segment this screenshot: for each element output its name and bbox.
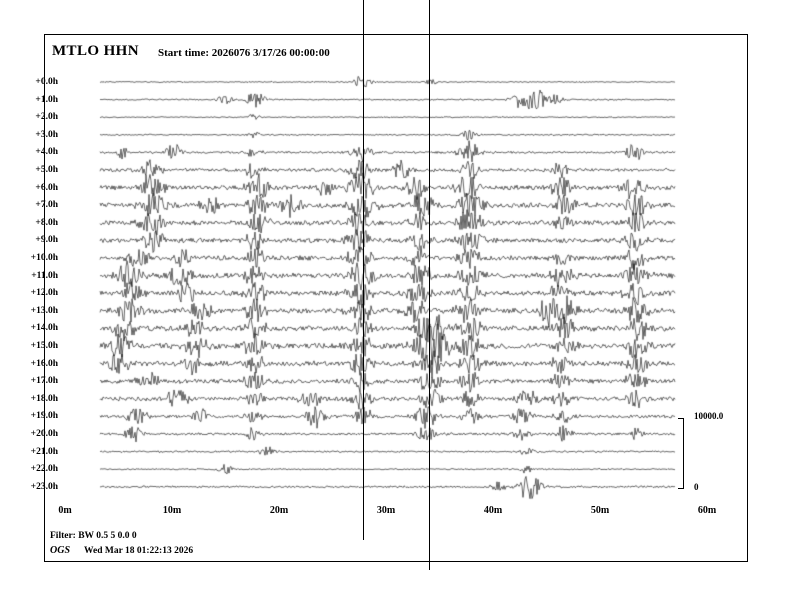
hour-tick-label: +12.0h: [30, 288, 58, 299]
filter-info: Filter: BW 0.5 5 0.0 0: [50, 531, 137, 541]
hour-tick-label: +6.0h: [35, 182, 58, 193]
hour-tick-label: +9.0h: [35, 235, 58, 246]
hour-tick-label: +8.0h: [35, 217, 58, 228]
hour-tick-label: +3.0h: [35, 129, 58, 140]
hour-tick-label: +22.0h: [30, 464, 58, 475]
hour-tick-label: +10.0h: [30, 253, 58, 263]
start-time-value: 2026076 3/17/26 00:00:00: [211, 47, 330, 59]
hour-tick-label: +18.0h: [30, 393, 58, 404]
minute-tick-label: 40m: [483, 505, 503, 516]
hour-tick-label: +20.0h: [30, 429, 58, 439]
hour-tick-label: +16.0h: [30, 358, 58, 369]
amplitude-scale-max: 10000.0: [694, 411, 724, 421]
hour-tick-label: +17.0h: [30, 376, 58, 387]
hour-tick-label: +14.0h: [30, 323, 58, 334]
hour-tick-label: +19.0h: [30, 411, 58, 422]
hour-tick-label: +5.0h: [35, 165, 58, 175]
minute-tick-label: 60m: [697, 505, 717, 516]
hour-tick-label: +2.0h: [35, 112, 58, 123]
amplitude-scale-tick-bottom: [678, 488, 684, 489]
minute-tick-label: 10m: [162, 505, 182, 516]
minute-tick-label: 20m: [269, 505, 289, 516]
hour-tick-label: +23.0h: [30, 481, 58, 492]
hour-tick-label: +4.0h: [35, 147, 58, 158]
start-time-prefix: Start time:: [158, 47, 210, 59]
hour-tick-label: +7.0h: [35, 200, 58, 211]
hour-tick-label: +1.0h: [35, 94, 58, 105]
hour-tick-label: +13.0h: [30, 305, 58, 316]
amplitude-scale-min: 0: [694, 482, 699, 492]
organization-label: OGS: [50, 545, 71, 556]
hour-tick-label: +11.0h: [31, 270, 58, 281]
start-time-label: [158, 47, 330, 59]
hour-tick-label: +0.0h: [35, 77, 58, 87]
minute-tick-label: 30m: [376, 505, 396, 516]
generated-timestamp: Wed Mar 18 01:22:13 2026: [84, 546, 194, 556]
amplitude-scale-bar: [683, 418, 684, 488]
minute-tick-label: 50m: [590, 505, 610, 516]
amplitude-scale-tick-top: [678, 418, 684, 419]
hour-tick-label: +15.0h: [30, 341, 58, 351]
hour-tick-label: +21.0h: [30, 446, 58, 457]
minute-tick-label: 0m: [58, 505, 72, 516]
page-title: MTLO HHN: [52, 43, 139, 59]
